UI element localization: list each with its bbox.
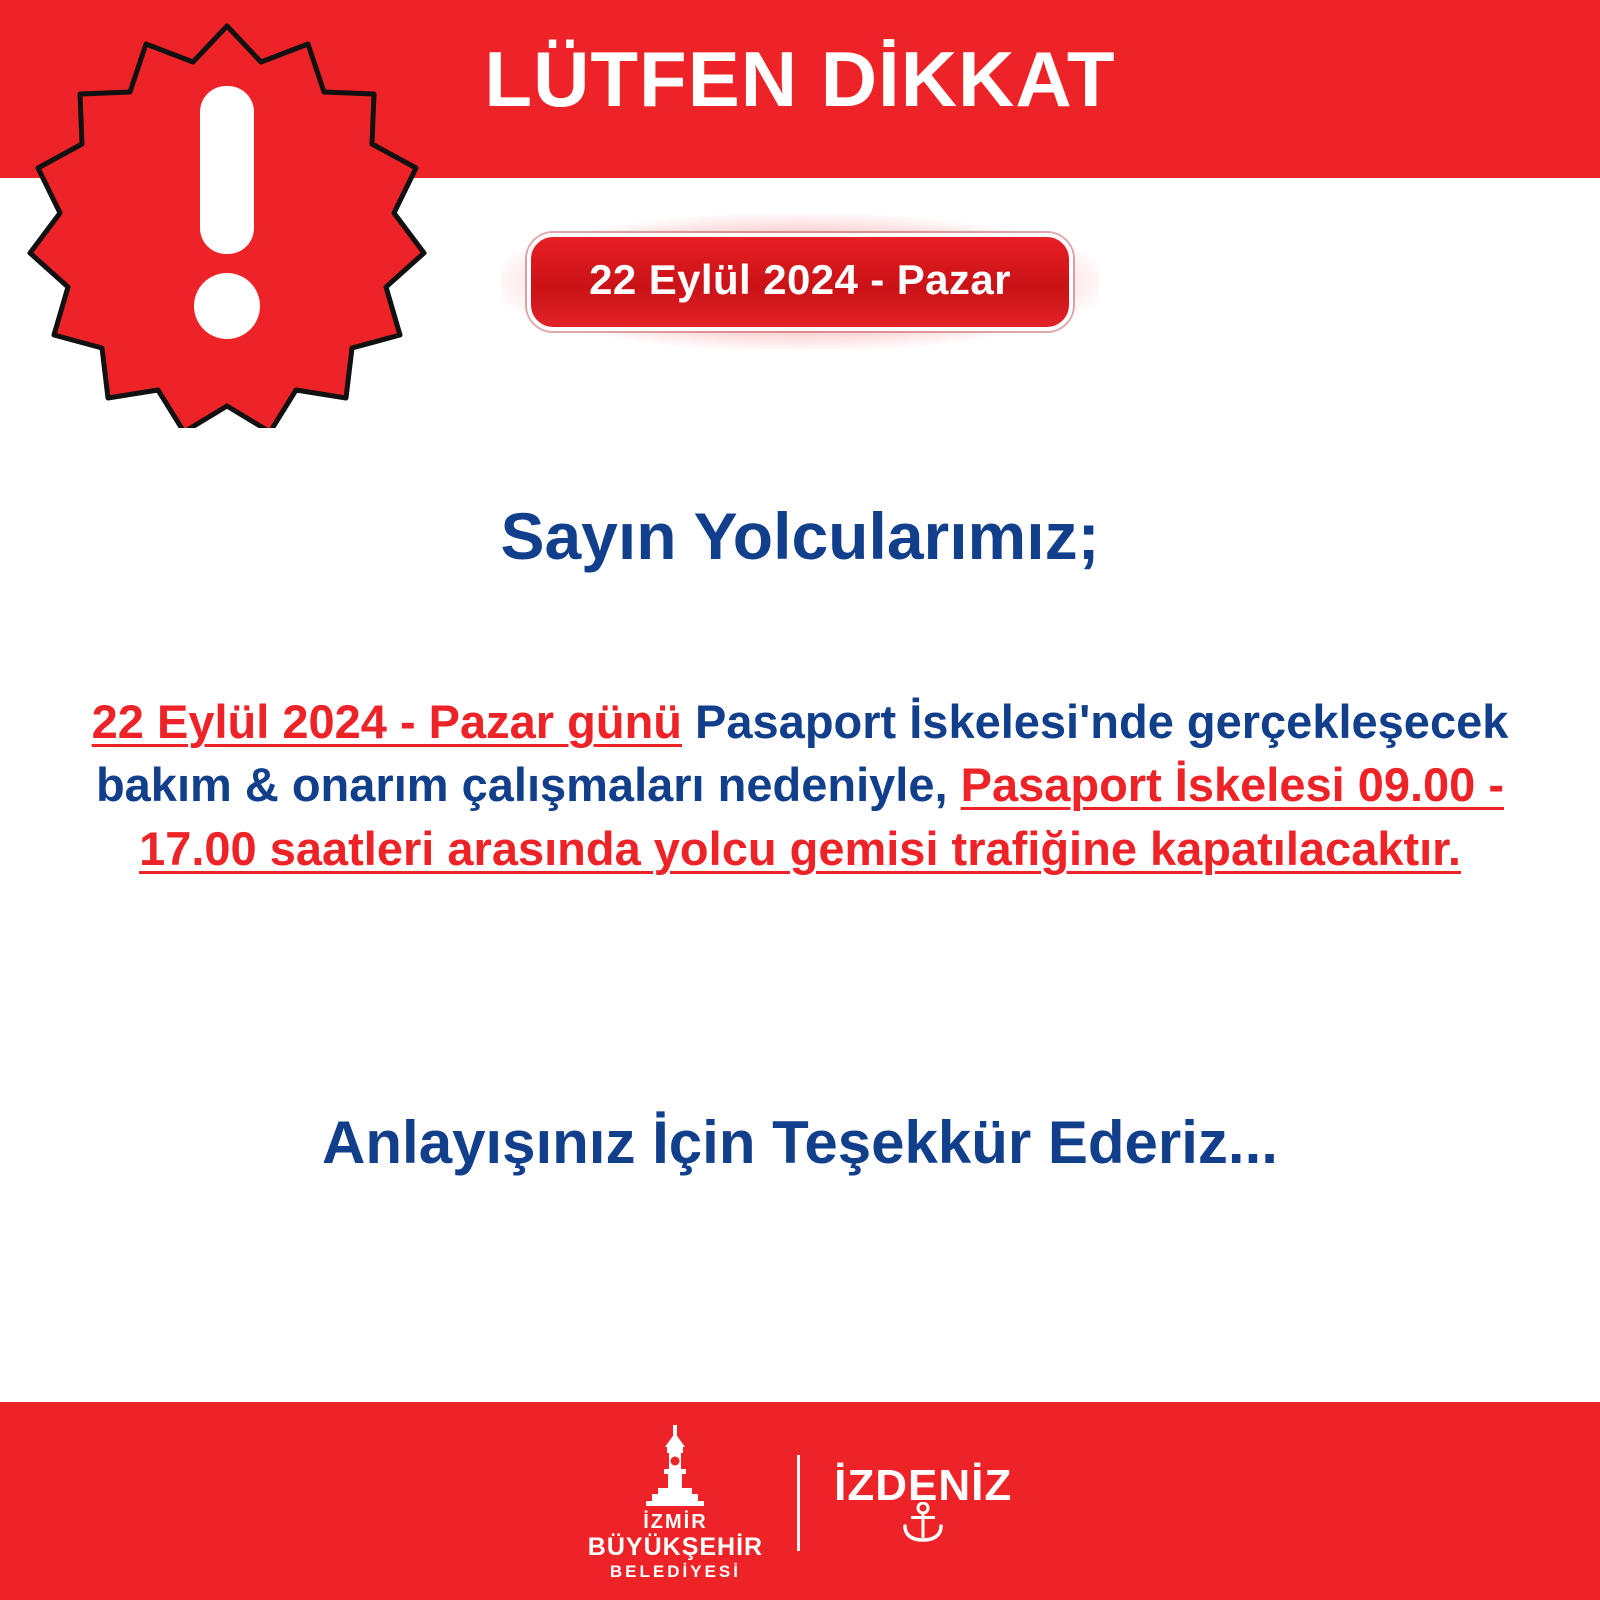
izmir-logo-line1: İZMİR: [643, 1511, 708, 1534]
date-badge-wrapper: [0, 215, 1600, 349]
izdeniz-logo: [834, 1460, 1013, 1542]
date-badge-glow: [501, 215, 1099, 349]
page-title: LÜTFEN DİKKAT: [484, 35, 1116, 123]
paragraph-normal-text: Pasaport İskelesi'nde gerçekleşecek bakım & onarım çalışmaları nedeniyle,: [95, 695, 1509, 812]
anchor-icon: [897, 1502, 949, 1542]
clock-tower-icon: [638, 1423, 712, 1509]
date-badge: [527, 233, 1073, 331]
announcement-paragraph: [80, 690, 1520, 880]
footer-logos: [0, 1423, 1600, 1582]
paragraph-highlight-closure: Pasaport İskelesi 09.00 - 17.00 saatleri arasında yolcu gemisi trafiğine kapatılacaktır.: [139, 758, 1505, 875]
izmir-logo-line2: BÜYÜKŞEHİR: [587, 1533, 764, 1562]
izmir-logo-line3: BELEDİYESİ: [609, 1561, 741, 1581]
paragraph-highlight-date: 22 Eylül 2024 - Pazar günü: [91, 695, 682, 748]
logo-divider: [797, 1455, 800, 1551]
greeting-text: Sayın Yolcularımız;: [500, 499, 1100, 573]
izdeniz-brand-text: İZDENİZ: [834, 1460, 1013, 1510]
izmir-municipality-logo: [588, 1423, 763, 1582]
date-badge-label: 22 Eylül 2024 - Pazar: [589, 256, 1011, 303]
thanks-text: Anlayışınız İçin Teşekkür Ederiz...: [322, 1109, 1278, 1176]
